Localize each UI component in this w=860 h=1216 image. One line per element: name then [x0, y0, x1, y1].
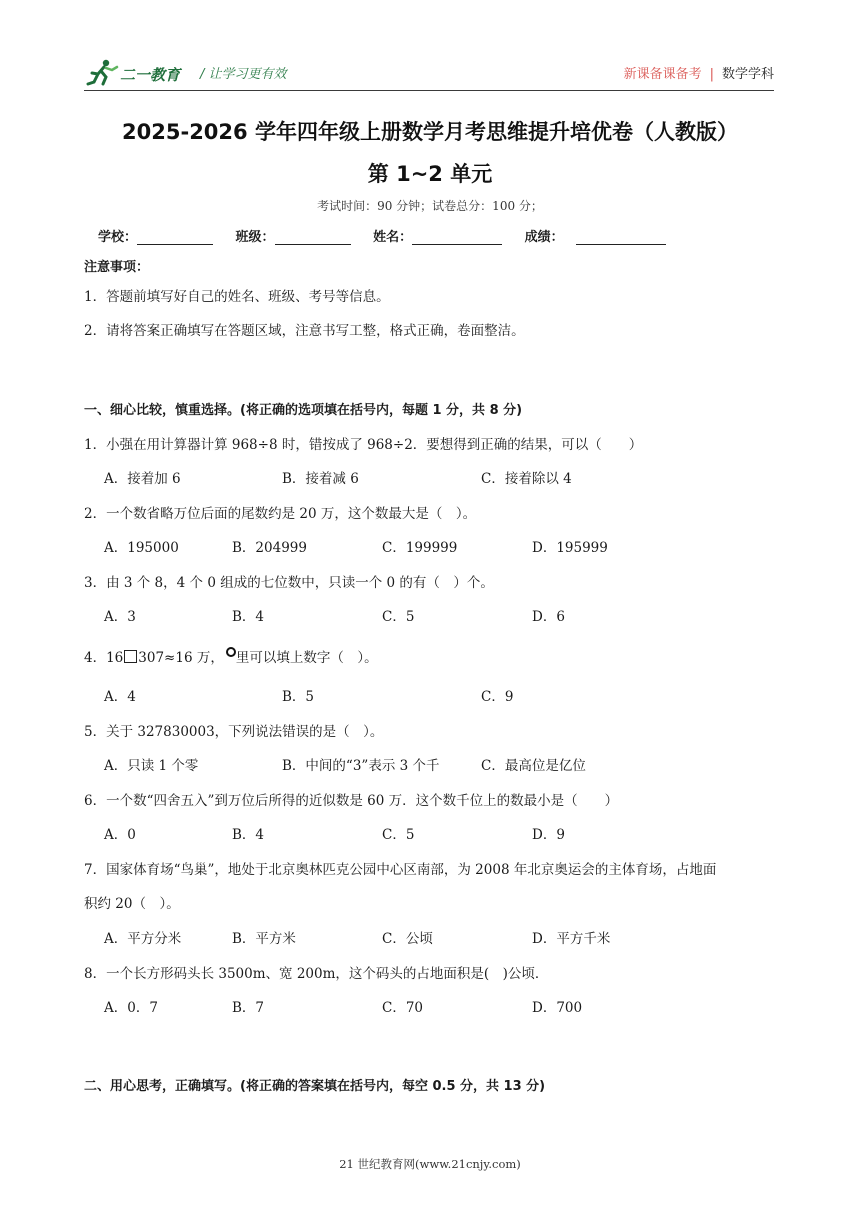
- question-text: 6．一个数“四舍五入”到万位后所得的近似数是 60 万．这个数千位上的数最小是（ ）: [84, 793, 619, 809]
- option[interactable]: B．204999: [232, 540, 307, 556]
- question-text-part: 里可以填上数字（ ）。: [235, 650, 378, 666]
- option[interactable]: A．0: [104, 827, 136, 843]
- school-field[interactable]: [98, 226, 213, 245]
- class-blank[interactable]: [275, 230, 351, 245]
- header-subject-label: 数学学科: [721, 67, 774, 82]
- question-text: 1．小强在用计算器计算 968÷8 时，错按成了 968÷2．要想得到正确的结果，可以（ ）: [84, 437, 643, 453]
- option[interactable]: D．700: [532, 1000, 583, 1016]
- option[interactable]: C．70: [382, 1000, 424, 1016]
- exam-subtitle: 第 1~2 单元: [367, 162, 493, 186]
- question-text: 3．由 3 个 8，4 个 0 组成的七位数中，只读一个 0 的有（ ）个。: [84, 575, 494, 591]
- option[interactable]: A．195000: [104, 540, 179, 556]
- option[interactable]: B．4: [232, 827, 265, 843]
- slogan: / 让学习更有效: [200, 67, 287, 82]
- option[interactable]: C．5: [382, 827, 415, 843]
- option[interactable]: C．公顷: [382, 931, 433, 947]
- question-text: 2．一个数省略万位后面的尾数约是 20 万，这个数最大是（ ）。: [84, 506, 477, 522]
- option[interactable]: D．平方千米: [532, 931, 611, 947]
- exam-title: 2025-2026 学年四年级上册数学月考思维提升培优卷（人教版）: [122, 120, 738, 144]
- option[interactable]: C．5: [382, 609, 415, 625]
- option[interactable]: A．4: [104, 689, 136, 705]
- page-header: [84, 58, 774, 90]
- student-info-fields: [98, 226, 684, 245]
- question-text: 8．一个长方形码头长 3500m、宽 200m，这个码头的占地面积是( )公顷．: [84, 966, 549, 982]
- option[interactable]: B．接着减 6: [282, 471, 359, 487]
- option[interactable]: D．195999: [532, 540, 608, 556]
- question-text: 5．关于 327830003，下列说法错误的是（ ）。: [84, 724, 384, 740]
- option[interactable]: A．只读 1 个零: [104, 758, 199, 774]
- school-label: 学校：: [98, 230, 138, 245]
- school-blank[interactable]: [137, 230, 213, 245]
- option[interactable]: C．最高位是亿位: [481, 758, 586, 774]
- class-field[interactable]: [236, 226, 351, 245]
- section-heading: 二、用心思考，正确填写。(将正确的答案填在括号内，每空 0.5 分，共 13 分): [84, 1079, 546, 1094]
- option[interactable]: A．0．7: [104, 1000, 158, 1016]
- option[interactable]: A．接着加 6: [104, 471, 181, 487]
- option[interactable]: C．199999: [382, 540, 458, 556]
- option[interactable]: B．中间的“3”表示 3 个千: [282, 758, 440, 774]
- blank-box-icon: [124, 650, 137, 663]
- header-divider: [84, 90, 774, 91]
- question-text-part: 4．16: [84, 650, 124, 666]
- score-blank[interactable]: [576, 230, 666, 245]
- question-text: 积约 20（ ）。: [84, 896, 180, 912]
- note-item: 1．答题前填写好自己的姓名、班级、考号等信息。: [84, 289, 390, 305]
- score-label: 成绩：: [524, 230, 564, 245]
- option[interactable]: B．4: [232, 609, 265, 625]
- logo-text: 二一教育: [120, 66, 181, 84]
- question-text: 7．国家体育场“鸟巢”，地处于北京奥林匹克公园中心区南部，为 2008 年北京奥运会的主体育场，占地面: [84, 862, 717, 878]
- class-label: 班级：: [235, 230, 275, 245]
- option[interactable]: A．3: [104, 609, 136, 625]
- header-course-label: 新课备课备考: [623, 67, 702, 82]
- name-field[interactable]: [373, 226, 502, 245]
- question-text: [84, 646, 378, 666]
- option[interactable]: D．9: [532, 827, 565, 843]
- option[interactable]: B．平方米: [232, 931, 296, 947]
- section-heading: 一、细心比较，慎重选择。(将正确的选项填在括号内，每题 1 分，共 8 分): [84, 403, 523, 418]
- question-text-part: 307≈16 万，: [138, 650, 224, 666]
- score-field[interactable]: [525, 226, 666, 245]
- exam-info: 考试时间：90 分钟；试卷总分：100 分；: [317, 199, 543, 213]
- option[interactable]: C．9: [481, 689, 514, 705]
- circle-marker-icon: [226, 647, 236, 657]
- name-blank[interactable]: [412, 230, 502, 245]
- header-right: [624, 63, 774, 82]
- option[interactable]: C．接着除以 4: [481, 471, 572, 487]
- note-item: 2．请将答案正确填写在答题区域，注意书写工整，格式正确，卷面整洁。: [84, 323, 525, 339]
- option[interactable]: B．7: [232, 1000, 265, 1016]
- header-separator: |: [709, 67, 714, 82]
- option[interactable]: D．6: [532, 609, 565, 625]
- page-footer: 21 世纪教育网(www.21cnjy.com): [339, 1157, 521, 1171]
- option[interactable]: B．5: [282, 689, 315, 705]
- name-label: 姓名：: [373, 230, 413, 245]
- notes-title: 注意事项：: [84, 260, 150, 275]
- runner-logo-icon: [84, 58, 120, 88]
- option[interactable]: A．平方分米: [104, 931, 182, 947]
